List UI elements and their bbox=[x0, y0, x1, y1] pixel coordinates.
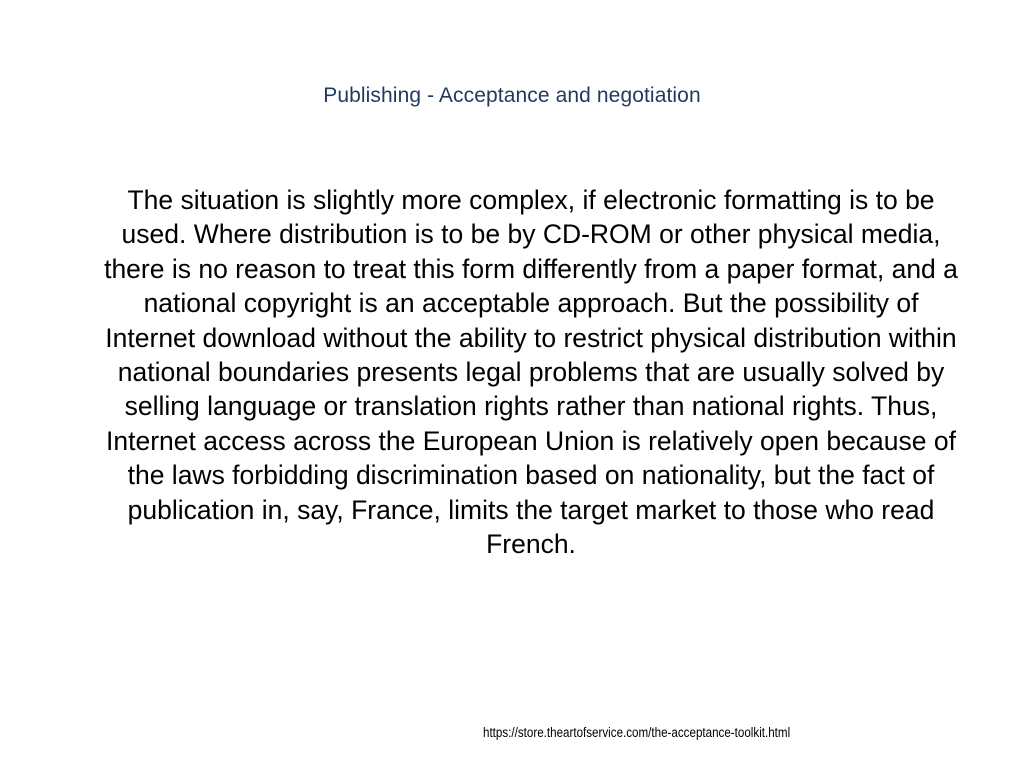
slide-body-text: The situation is slightly more complex, if electronic formatting is to be used. Where distribution is to be by CD-ROM or other physical media, there is no reason to treat this form differently from a paper format, and a national copyright is an acceptable approach. But the possibility of Internet download without the ability to restrict physical distribution within national boundaries presents legal problems that are usually solved by selling language or translation rights rather than national rights. Thus, Internet access across the European Union is relatively open because of the laws forbidding discrimination based on nationality, but the fact of publication in, say, France, limits the target market to those who read French. bbox=[104, 185, 958, 560]
slide-title: Publishing - Acceptance and negotiation bbox=[323, 84, 701, 107]
footer-link[interactable]: https://store.theartofservice.com/the-acceptance-toolkit.html bbox=[483, 725, 791, 740]
